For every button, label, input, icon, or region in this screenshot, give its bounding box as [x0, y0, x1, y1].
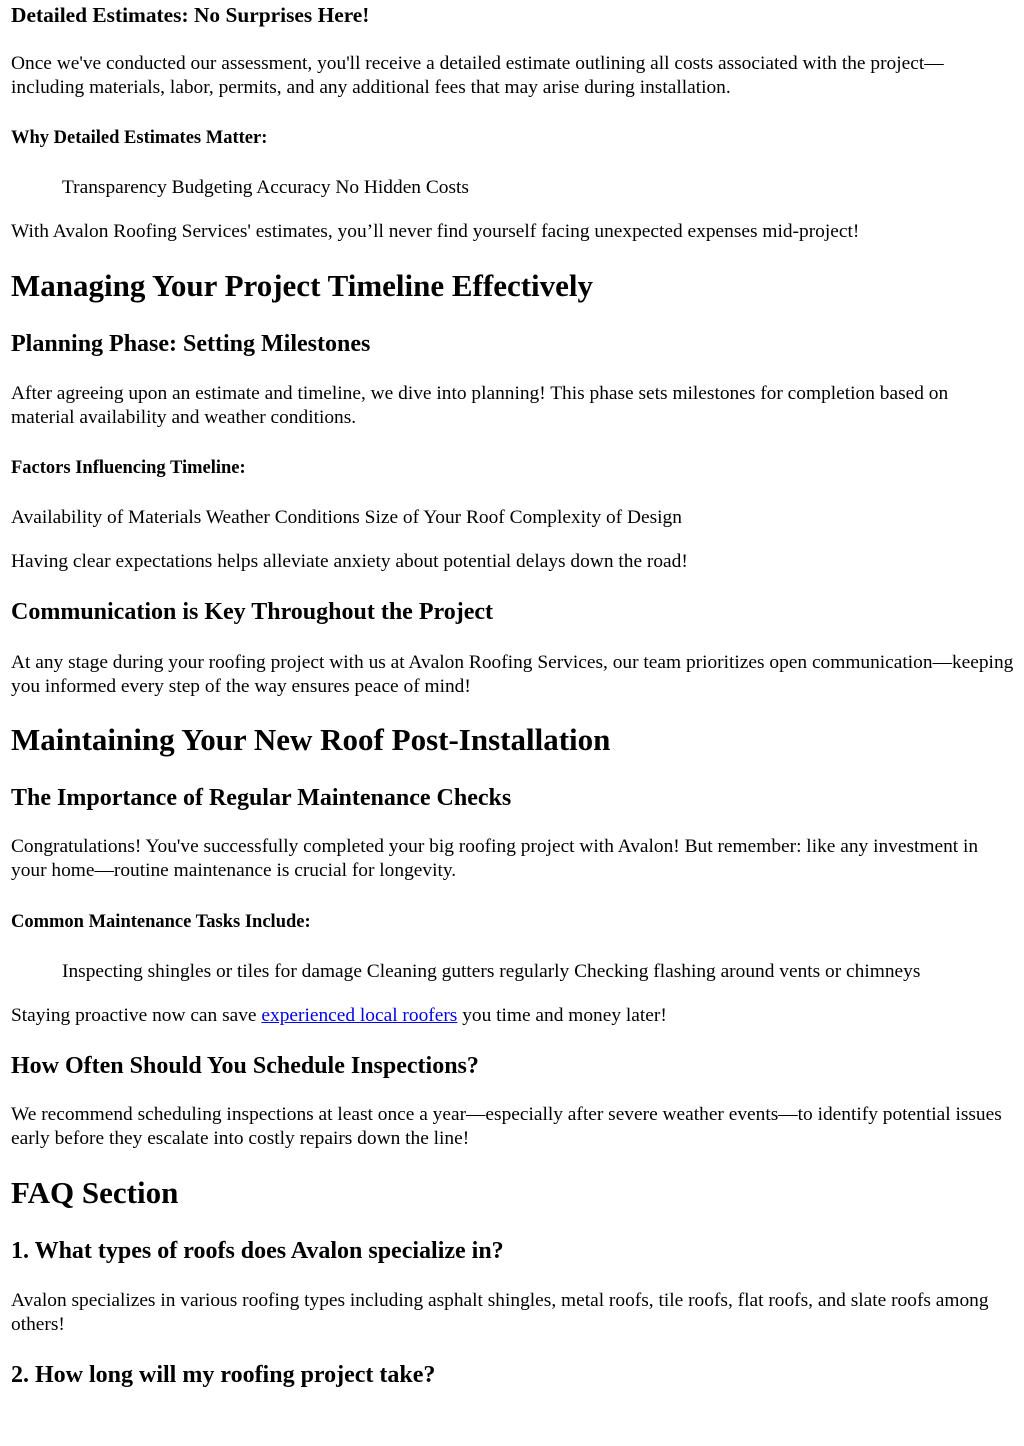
experienced-local-roofers-link[interactable]: experienced local roofers	[261, 1005, 458, 1026]
communication-heading: Communication is Key Throughout the Project	[11, 599, 494, 625]
expectations-paragraph: Having clear expectations helps alleviate anxiety about potential delays down the road!	[11, 551, 688, 572]
tasks-list: Inspecting shingles or tiles for damage Cleaning gutters regularly Checking flashing around vents or chimneys	[62, 961, 921, 982]
maintenance-heading: Maintaining Your New Roof Post-Installation	[11, 722, 611, 757]
inspections-paragraph: We recommend scheduling inspections at least once a year—especially after severe weather events—to identify potential issues early before they escalate into costly repairs down the line!	[11, 1104, 1002, 1149]
proactive-paragraph	[11, 1004, 1014, 1028]
timeline-heading: Managing Your Project Timeline Effectively	[11, 268, 594, 303]
tasks-heading: Common Maintenance Tasks Include:	[11, 912, 311, 932]
why-estimates-list: Transparency Budgeting Accuracy No Hidden Costs	[62, 177, 469, 198]
importance-heading: The Importance of Regular Maintenance Checks	[11, 785, 512, 811]
estimates-closing: With Avalon Roofing Services' estimates, you’ll never find yourself facing unexpected expenses mid-project!	[11, 221, 860, 242]
communication-paragraph: At any stage during your roofing project with us at Avalon Roofing Services, our team prioritizes open communication—keeping you informed every step of the way ensures peace of mind!	[11, 652, 1014, 697]
factors-heading: Factors Influencing Timeline:	[11, 458, 246, 478]
inspections-heading: How Often Should You Schedule Inspections?	[11, 1053, 479, 1079]
faq-question-1: 1. What types of roofs does Avalon specialize in?	[11, 1238, 504, 1264]
faq-answer-1: Avalon specializes in various roofing types including asphalt shingles, metal roofs, tile roofs, flat roofs, and slate roofs among others!	[11, 1290, 989, 1335]
why-estimates-heading: Why Detailed Estimates Matter:	[11, 128, 268, 148]
proactive-text-before: Staying proactive now can save	[11, 1005, 262, 1026]
planning-heading: Planning Phase: Setting Milestones	[11, 331, 371, 357]
estimates-paragraph: Once we've conducted our assessment, you'll receive a detailed estimate outlining all costs associated with the project—including materials, labor, permits, and any additional fees that may arise during installation.	[11, 53, 944, 98]
faq-question-2: 2. How long will my roofing project take?	[11, 1362, 436, 1388]
planning-paragraph: After agreeing upon an estimate and timeline, we dive into planning! This phase sets milestones for completion based on material availability and weather conditions.	[11, 383, 949, 428]
proactive-text-after: you time and money later!	[457, 1005, 667, 1026]
faq-heading: FAQ Section	[11, 1175, 179, 1210]
factors-list: Availability of Materials Weather Conditions Size of Your Roof Complexity of Design	[11, 507, 682, 528]
estimates-heading: Detailed Estimates: No Surprises Here!	[11, 3, 370, 27]
importance-paragraph: Congratulations! You've successfully completed your big roofing project with Avalon! But remember: like any investment in your home—routine maintenance is crucial for longevity.	[11, 836, 979, 881]
